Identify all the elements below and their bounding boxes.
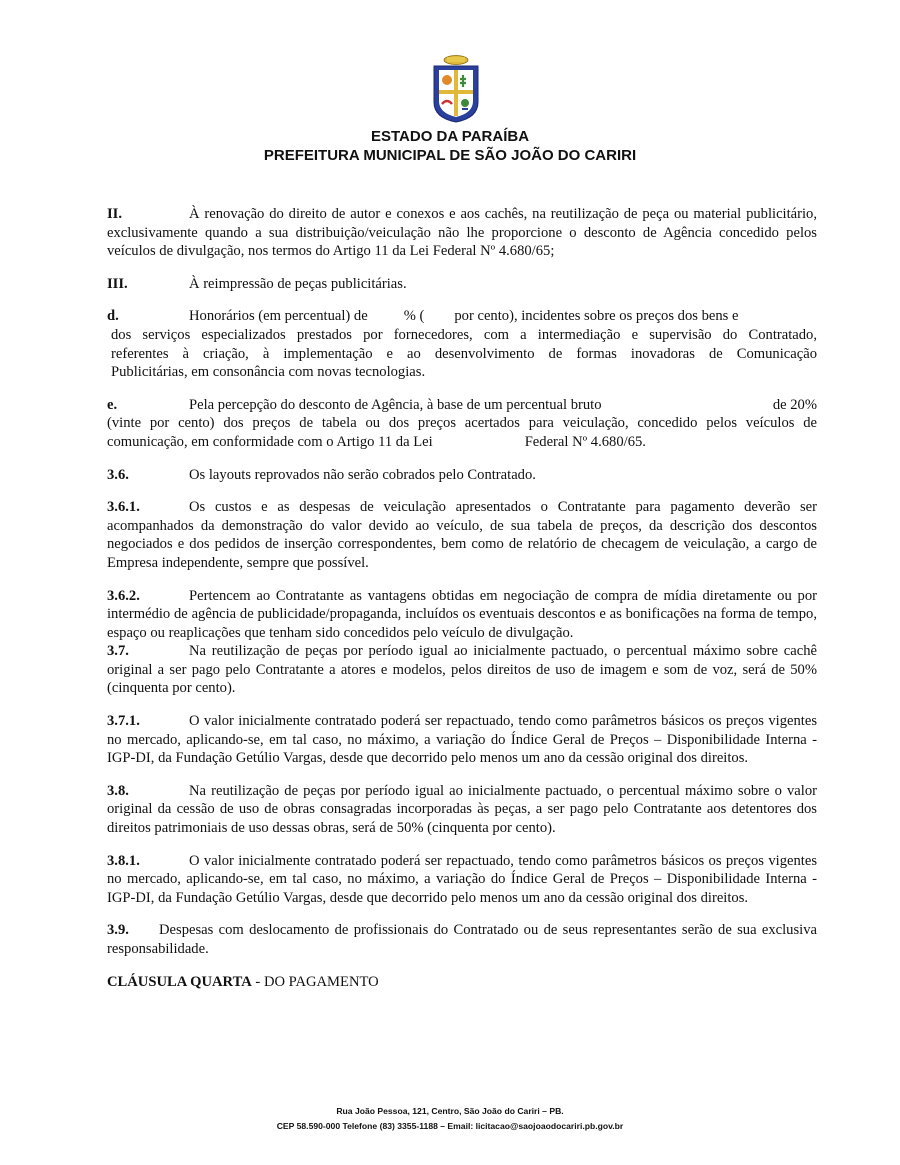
paragraph-number: 3.9. bbox=[107, 922, 129, 939]
paragraph-3-6 bbox=[107, 466, 817, 485]
paragraph-line: referentes à criação, à implementação e ao desenvolvimento de formas inovadoras de Comunicação bbox=[111, 345, 817, 362]
municipal-coat-of-arms-icon bbox=[430, 54, 482, 124]
paragraph-line: dos serviços especializados prestados por fornecedores, com a intermediação e supervisão do Contratado, bbox=[111, 326, 817, 343]
paragraph-d bbox=[107, 307, 817, 381]
paragraph-3-6-2 bbox=[107, 587, 817, 643]
paragraph-number: 3.6. bbox=[107, 466, 129, 483]
paragraph-text-a: Pela percepção do desconto de Agência, à base de um percentual bruto bbox=[189, 396, 602, 413]
clause-subtitle: - DO PAGAMENTO bbox=[251, 973, 379, 990]
paragraph-text: Os custos e as despesas de veiculação apresentados o Contratante para pagamento deverão ser acompanhados da demonstração do valor devido ao veículo, de sua tabela de preços, da descrição dos descontos negociados e dos pedidos de inserção correspondentes, bem como de relatório de checagem de veiculação, a cargo de Empresa independente, sempre que possível. bbox=[107, 499, 817, 571]
paragraph-number: 3.8. bbox=[107, 782, 129, 799]
paragraph-text-b: de 20% bbox=[772, 396, 817, 413]
paragraph-3-7-1 bbox=[107, 712, 817, 768]
paragraph-number: d. bbox=[107, 308, 119, 325]
header-state: ESTADO DA PARAÍBA bbox=[370, 128, 530, 145]
document-body bbox=[107, 205, 817, 1005]
paragraph-number: III. bbox=[107, 275, 128, 292]
paragraph-number: 3.6.2. bbox=[107, 587, 140, 604]
paragraph-line-a: comunicação, em conformidade com o Artigo 11 da Lei bbox=[107, 433, 433, 450]
paragraph-number: II. bbox=[107, 206, 123, 222]
paragraph-line: Publicitárias, em consonância com novas tecnologias. bbox=[111, 364, 426, 381]
paragraph-text: Pertencem ao Contratante as vantagens obtidas em negociação de compra de mídia diretamente ou por intermédio de agência de publicidade/propaganda, incluídos os eventuais descontos e as bonificações na forma de tempo, espaço ou reaplicações que tenham sido concedidos pelo veículo de divulgação. bbox=[107, 587, 817, 641]
paragraph-line-b: Federal Nº 4.680/65. bbox=[524, 433, 646, 450]
paragraph-text-b: % ( bbox=[403, 308, 425, 325]
paragraph-text: À reimpressão de peças publicitárias. bbox=[189, 275, 407, 292]
clause-heading bbox=[107, 973, 817, 992]
paragraph-text: Os layouts reprovados não serão cobrados pelo Contratado. bbox=[189, 466, 536, 483]
paragraph-3-7 bbox=[107, 642, 817, 698]
paragraph-3-8 bbox=[107, 782, 817, 838]
paragraph-ii bbox=[107, 205, 817, 261]
paragraph-3-6-1 bbox=[107, 498, 817, 572]
paragraph-text: O valor inicialmente contratado poderá ser repactuado, tendo como parâmetros básicos os preços vigentes no mercado, aplicando-se, em tal caso, no máximo, a variação do Índice Geral de Preços – Disponibilidade Interna - IGP-DI, da Fundação Getúlio Vargas, desde que decorrido pelo menos um ano da cessão original dos direitos. bbox=[107, 852, 817, 906]
header-city-hall: PREFEITURA MUNICIPAL DE SÃO JOÃO DO CARIRI bbox=[263, 147, 637, 164]
paragraph-number: 3.7. bbox=[107, 643, 129, 660]
clause-title: CLÁUSULA QUARTA bbox=[107, 973, 252, 990]
footer-contact: CEP 58.590-000 Telefone (83) 3355-1188 – Email: licitacao@saojoaodocariri.pb.gov.br bbox=[276, 1121, 624, 1131]
paragraph-text: O valor inicialmente contratado poderá ser repactuado, tendo como parâmetros básicos os preços vigentes no mercado, aplicando-se, em tal caso, no máximo, a variação do Índice Geral de Preços – Disponibilidade Interna - IGP-DI, da Fundação Getúlio Vargas, desde que decorrido pelo menos um ano da cessão original dos direitos. bbox=[107, 713, 817, 767]
paragraph-number: 3.8.1. bbox=[107, 852, 140, 869]
paragraph-number: 3.7.1. bbox=[107, 713, 140, 730]
paragraph-number: 3.6.1. bbox=[107, 499, 140, 516]
paragraph-number: e. bbox=[107, 396, 118, 413]
paragraph-iii bbox=[107, 275, 817, 294]
footer-address: Rua João Pessoa, 121, Centro, São João do Cariri – PB. bbox=[336, 1106, 564, 1116]
paragraph-text-a: Honorários (em percentual) de bbox=[189, 308, 368, 325]
paragraph-text: Na reutilização de peças por período igual ao inicialmente pactuado, o percentual máximo sobre o valor original da cessão de uso de obras consagradas incorporadas às peças, a ser pago pelo Contratante aos detentores dos direitos patrimoniais de uso dessas obras, será de 50% (cinquenta por cento). bbox=[107, 782, 817, 837]
paragraph-line: (vinte por cento) dos preços de tabela ou dos preços acertados para veiculação, concedido pelos veículos de bbox=[107, 415, 817, 432]
paragraph-text: Na reutilização de peças por período igual ao inicialmente pactuado, o percentual máximo sobre cachê original a ser pago pelo Contratante a atores e modelos, pelos direitos de uso de imagem e som de voz, será de 50% (cinquenta por cento). bbox=[107, 643, 817, 697]
paragraph-3-8-1 bbox=[107, 852, 817, 908]
paragraph-text-c: por cento), incidentes sobre os preços dos bens e bbox=[454, 308, 739, 325]
paragraph-line bbox=[107, 433, 817, 452]
paragraph-text: Despesas com deslocamento de profissionais do Contratado ou de seus representantes serão de sua exclusiva responsabilidade. bbox=[107, 922, 817, 957]
paragraph-3-9 bbox=[107, 921, 817, 958]
paragraph-text: À renovação do direito de autor e conexos e aos cachês, na reutilização de peça ou material publicitário, exclusivamente quando a sua distribuição/veiculação não lhe proporcione o desconto de Agência concedido pelos veículos de divulgação, nos termos do Artigo 11 da Lei Federal Nº 4.680/65; bbox=[107, 206, 817, 260]
paragraph-e bbox=[107, 396, 817, 452]
